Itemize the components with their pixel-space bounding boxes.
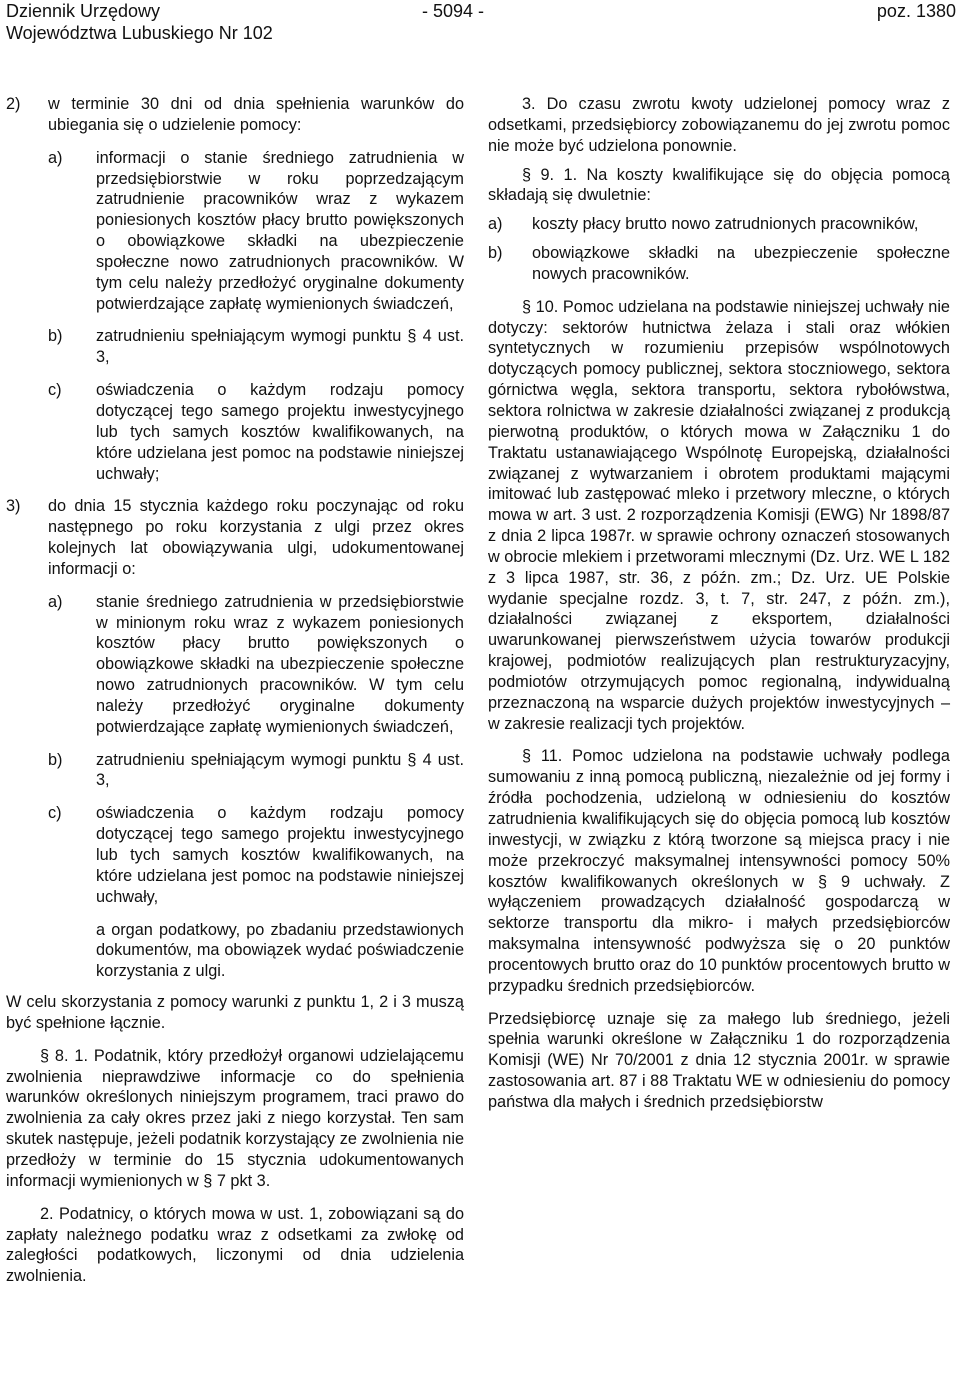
list-item-3 [6, 496, 464, 579]
list-text: do dnia 15 stycznia każdego roku poczynając od roku następnego po roku korzystania z ulgi przez okres kolejnych lat obowiązywania ulgi, udokumentowanej informacji o: [48, 497, 464, 578]
left-column [6, 94, 464, 1287]
paragraph-3: 3. Do czasu zwrotu kwoty udzielonej pomocy wraz z odsetkami, przedsiębiorcy zobowiązanemu do jej zwrotu pomoc nie może być udzielona ponownie. [488, 95, 950, 155]
list-marker: 3) [6, 497, 21, 516]
list-marker: 2) [6, 95, 21, 113]
page-header [6, 0, 956, 46]
list-item-3a [48, 592, 464, 738]
list-item-3b [48, 750, 464, 792]
list-item-2b [48, 326, 464, 368]
sme-definition-paragraph: Przedsiębiorcę uznaje się za małego lub średniego, jeżeli spełnia warunki określone w Załączniku 1 do rozporządzenia Komisji (WE) Nr 70/2001 z dnia 12 stycznia 2001r. w sprawie zastosowania art. 87 i 88 Traktatu WE w odniesieniu do pomocy państwa dla małych i średnich przedsiębiorstw [488, 1009, 950, 1111]
section-9: § 9. 1. Na koszty kwalifikujące się do objęcia pomocą składają się dwuletnie: [488, 165, 950, 205]
tax-authority-paragraph: a organ podatkowy, po zbadaniu przedstawionych dokumentów, ma obowiązek wydać poświadczenie korzystania z ulgi. [96, 920, 464, 981]
list-text: koszty płacy brutto nowo zatrudnionych pracowników, [532, 215, 919, 234]
section-8-2: 2. Podatnicy, o których mowa w ust. 1, zobowiązani są do zapłaty należnego podatku wraz z odsetkami za zwłokę od zaległości podatkowych, liczonymi od dnia udzielenia zwolnienia. [6, 1204, 464, 1286]
list-item-9a [488, 214, 950, 235]
list-text: stanie średniego zatrudnienia w przedsiębiorstwie w minionym roku wraz z wykazem poniesionych kosztów płacy brutto powiększonych o obowiązkowe składki na ubezpieczenie społeczne nowo zatrudnionych pracowników. W tym celu należy przedłożyć oryginalne dokumenty potwierdzające zapłatę wymienionych świadczeń, [96, 592, 464, 736]
list-marker: b) [48, 327, 63, 346]
list-marker: a) [488, 215, 503, 234]
list-item-3c [48, 803, 464, 907]
list-text: oświadczenia o każdym rodzaju pomocy dotyczącej tego samego projektu inwestycyjnego lub tych samych kosztów kwalifikowanych, na które udzielana jest pomoc na podstawie niniejszej uchwały; [96, 381, 464, 483]
list-marker: c) [48, 804, 62, 823]
list-marker: a) [48, 148, 63, 167]
list-text: oświadczenia o każdym rodzaju pomocy dotyczącej tego samego projektu inwestycyjnego lub tych samych kosztów kwalifikowanych, na które udzielana jest pomoc na podstawie niniejszej uchwały, [96, 804, 464, 906]
list-text: informacji o stanie średniego zatrudnienia w przedsiębiorstwie w roku poprzedzającym zatrudnienie pracowników wraz z wykazem poniesionych kosztów płacy brutto powiększonych o obowiązkowe składki na ubezpieczenie społeczne nowo zatrudnionych pracowników. W tym celu należy przedłożyć oryginalne dokumenty potwierdzające zapłatę wymienionych świadczeń, [96, 148, 464, 313]
position-number: poz. 1380 [876, 1, 956, 21]
list-text: w terminie 30 dni od dnia spełnienia warunków do ubiegania się o udzielenie pomocy: [48, 95, 464, 134]
journal-region: Województwa Lubuskiego Nr 102 [6, 23, 273, 43]
list-marker: b) [48, 750, 63, 769]
list-marker: c) [48, 381, 62, 400]
section-8-1: § 8. 1. Podatnik, który przedłożył organowi udzielającemu zwolnienia nieprawdziwe informacje co do spełnienia warunków określonych niniejszym programem, traci prawo do zwolnienia za cały okres przez jaki z niego korzystał. Ten sam skutek następuje, jeżeli podatnik korzystający ze zwolnienia nie przedłoży w terminie do 15 stycznia udokumentowanych informacji wymienionych w § 7 pkt 3. [6, 1046, 464, 1190]
list-marker: a) [48, 592, 63, 611]
page-number: - 5094 - [422, 1, 485, 21]
list-item-2 [6, 94, 464, 136]
right-column [488, 94, 950, 1113]
list-text: zatrudnieniu spełniającym wymogi punktu § 4 ust. 3, [96, 750, 464, 790]
journal-title: Dziennik Urzędowy [6, 1, 161, 21]
list-text: zatrudnieniu spełniającym wymogi punktu § 4 ust. 3, [96, 327, 464, 367]
section-10: § 10. Pomoc udzielana na podstawie niniejszej uchwały nie dotyczy: sektorów hutnictwa żelaza i stali oraz włókien syntetycznych w rozumieniu przepisów wspólnotowych dotyczących pomocy publicznej, sektora stoczniowego, sektora górnictwa węgla, sektora transportu, sektora rybołówstwa, sektora rolnictwa w zakresie działalności związanej z produkcją pierwotną produktów, o których mowa w Załączniku 1 do Traktatu ustanawiającego Wspólnotę Europejską, działalności związanej z wytwarzaniem i obrotem produktami mającymi imitować lub zastępować mleko i przetwory mleczne, o których mowa w art. 3 ust. 2 rozporządzenia Komisji (EWG) Nr 1898/87 z dnia 2 lipca 1987r. w sprawie ochrony oznaczeń stosowanych w obrocie mlekiem i przetworami mlecznymi (Dz. Urz. WE L 182 z 3 lipca 1987, str. 36, z późn. zm.; Dz. Urz. UE Polskie wydanie specjalne rozdz. 3, t. 7, str. 247, z późn. zm.), działalności związanej z eksportem, działalności uwarunkowanej pierwszeństwem użycia towarów produkcji krajowej, podmiotów realizujących plan restrukturyzacyjny, podmiotów otrzymujących pomoc regionalną, indywidualną przeznaczoną na wsparcie dużych projektów inwestycyjnych – w zakresie realizacji tych projektów. [488, 297, 950, 733]
list-item-9b [488, 243, 950, 285]
list-text: obowiązkowe składki na ubezpieczenie społeczne nowych pracowników. [532, 244, 950, 283]
section-11: § 11. Pomoc udzielona na podstawie uchwały podlega sumowaniu z inną pomocą publiczną, niezależnie od jej formy i źródła pochodzenia, udzieloną w odniesieniu do kosztów zatrudnienia kwalifikujących się do objęcia pomocą lub kosztów inwestycji, w związku z którą tworzone są miejsca pracy i nie może przekroczyć maksymalnej intensywności pomocy 50% kosztów kwalifikowanych określonych w § 9 uchwały. Z wyłączeniem prowadzących działalność gospodarczą w sektorze transportu dla mikro- i małych przedsiębiorców maksymalna intensywność podwyższa się o 20 punktów procentowych brutto oraz do 10 punktów procentowych brutto w przypadku średnich przedsiębiorców. [488, 747, 950, 995]
conditions-paragraph: W celu skorzystania z pomocy warunki z punktu 1, 2 i 3 muszą być spełnione łącznie. [6, 993, 464, 1032]
list-marker: b) [488, 244, 503, 263]
list-item-2a [48, 148, 464, 315]
list-item-2c [48, 380, 464, 484]
